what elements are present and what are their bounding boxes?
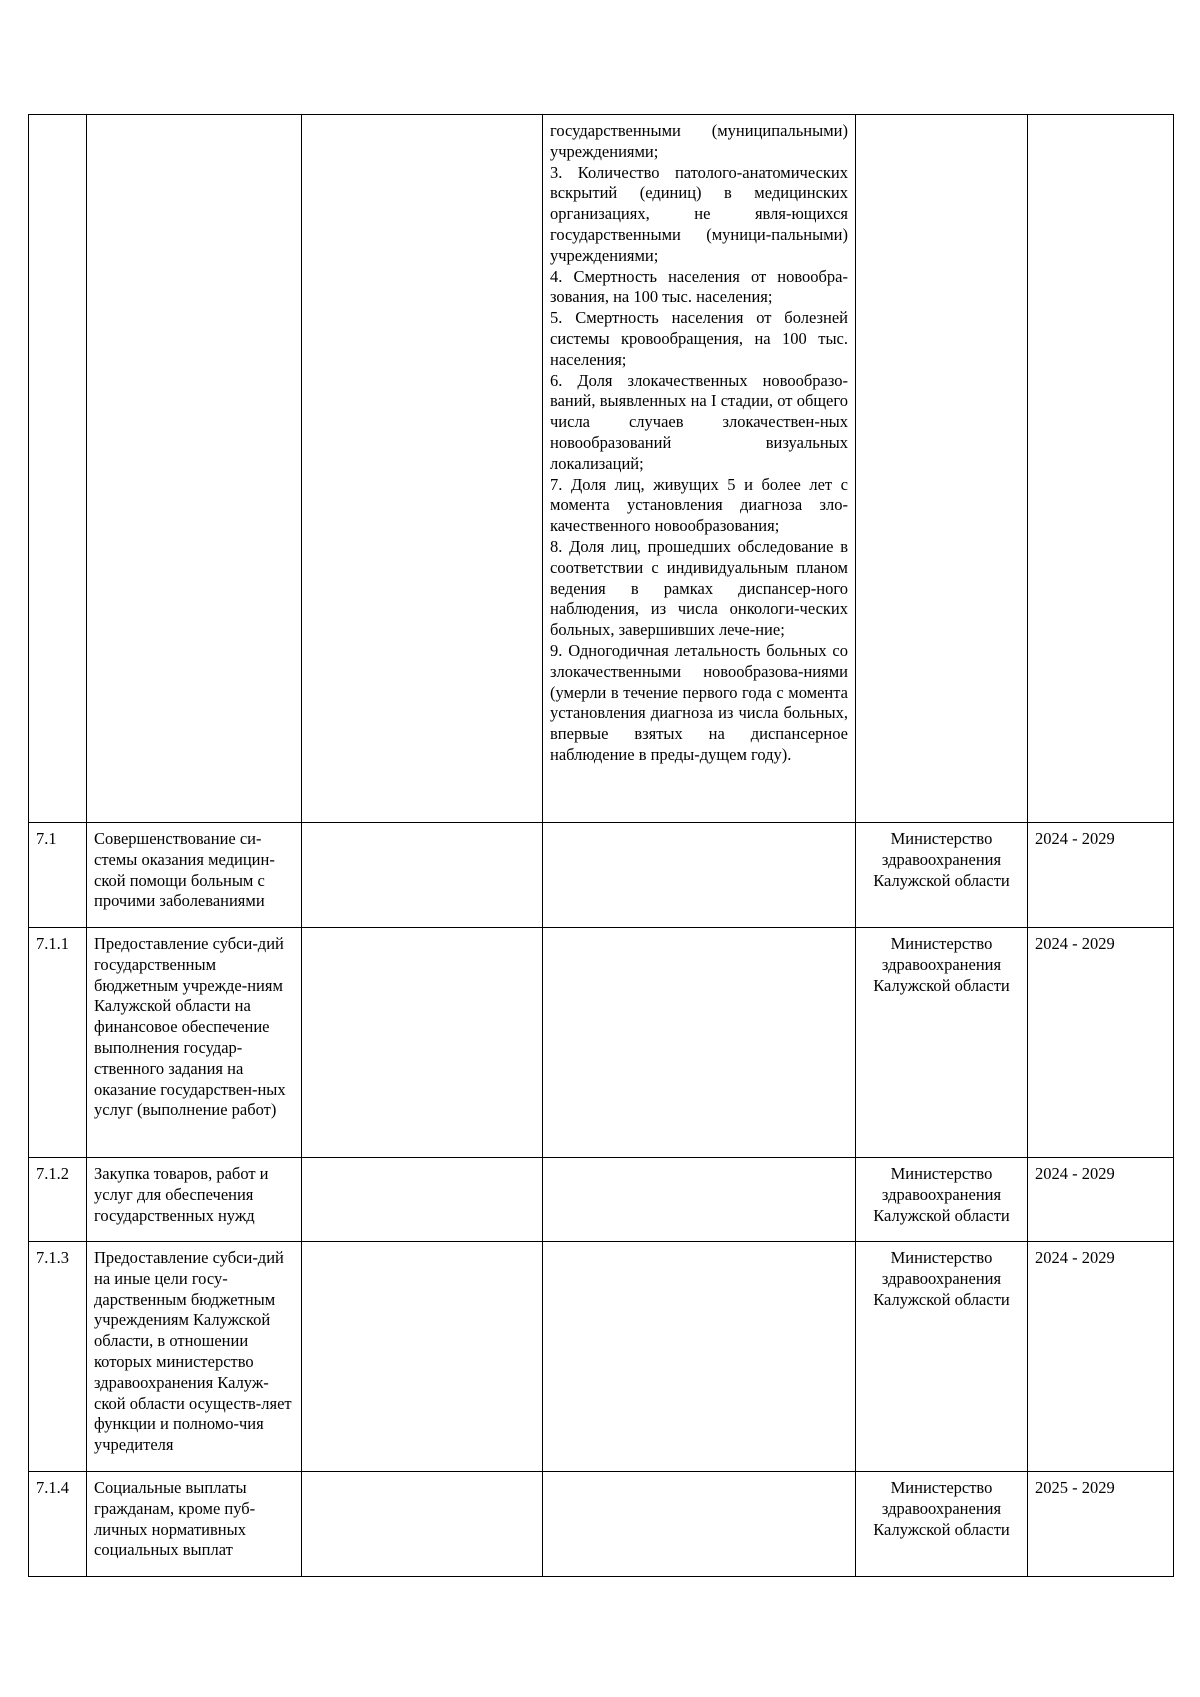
cell-number: 7.1.3 — [29, 1242, 87, 1472]
cell-indicators — [543, 1472, 856, 1577]
cell-column-3 — [302, 928, 543, 1158]
table-row — [29, 1472, 1174, 1577]
cell-indicators — [543, 823, 856, 928]
cell-column-3 — [302, 115, 543, 823]
cell-indicators — [543, 1242, 856, 1472]
cell-indicators: государственными (муниципальными) учреждениями; 3. Количество патолого-анатомических вскрытий (единиц) в медицинских организациях, не явля-ющихся государственными (муници-пальными) учреждениями; 4. Смертность населения от новообра-зования, на 100 тыс. населения; 5. Смертность населения от болезней системы кровообращения, на 100 тыс. населения; 6. Доля злокачественных новообразо-ваний, выявленных на I стадии, от общего числа случаев злокачествен-ных новообразований визуальных локализаций; 7. Доля лиц, живущих 5 и более лет с момента установления диагноза зло-качественного новообразования; 8. Доля лиц, прошедших обследование в соответствии с индивидуальным планом ведения в рамках диспансер-ного наблюдения, из числа онкологи-ческих больных, завершивших лече-ние; 9. Одногодичная летальность больных со злокачественными новообразова-ниями (умерли в течение первого года с момента установления диагноза из числа больных, впервые взятых на диспансерное наблюдение в преды-дущем году). — [543, 115, 856, 823]
table-row — [29, 928, 1174, 1158]
cell-executor: Министерство здравоохранения Калужской области — [856, 1158, 1028, 1242]
cell-number — [29, 115, 87, 823]
table-row — [29, 823, 1174, 928]
cell-measure-name: Совершенствование си-стемы оказания медицин-ской помощи больным с прочими заболеваниями — [87, 823, 302, 928]
cell-indicators — [543, 928, 856, 1158]
cell-number: 7.1.4 — [29, 1472, 87, 1577]
cell-period: 2024 - 2029 — [1028, 1158, 1174, 1242]
cell-number: 7.1.1 — [29, 928, 87, 1158]
cell-indicators — [543, 1158, 856, 1242]
cell-measure-name: Предоставление субси-дий государственным бюджетным учрежде-ниям Калужской области на финансовое обеспечение выполнения государ-ственного задания на оказание государствен-ных услуг (выполнение работ) — [87, 928, 302, 1158]
program-measures-table — [28, 114, 1174, 1577]
cell-executor: Министерство здравоохранения Калужской области — [856, 823, 1028, 928]
cell-column-3 — [302, 823, 543, 928]
cell-executor: Министерство здравоохранения Калужской области — [856, 1242, 1028, 1472]
cell-column-3 — [302, 1158, 543, 1242]
cell-period: 2024 - 2029 — [1028, 928, 1174, 1158]
cell-executor: Министерство здравоохранения Калужской области — [856, 928, 1028, 1158]
cell-measure-name — [87, 115, 302, 823]
cell-measure-name: Социальные выплаты гражданам, кроме пуб-личных нормативных социальных выплат — [87, 1472, 302, 1577]
cell-measure-name: Предоставление субси-дий на иные цели госу-дарственным бюджетным учреждениям Калужской области, в отношении которых министерство здравоохранения Калуж-ской области осуществ-ляет функции и полномо-чия учредителя — [87, 1242, 302, 1472]
cell-number: 7.1.2 — [29, 1158, 87, 1242]
cell-number: 7.1 — [29, 823, 87, 928]
cell-column-3 — [302, 1242, 543, 1472]
table-row — [29, 115, 1174, 823]
cell-executor: Министерство здравоохранения Калужской области — [856, 1472, 1028, 1577]
cell-column-3 — [302, 1472, 543, 1577]
cell-executor — [856, 115, 1028, 823]
cell-period: 2025 - 2029 — [1028, 1472, 1174, 1577]
cell-period: 2024 - 2029 — [1028, 1242, 1174, 1472]
cell-period: 2024 - 2029 — [1028, 823, 1174, 928]
cell-period — [1028, 115, 1174, 823]
table-row — [29, 1158, 1174, 1242]
table-row — [29, 1242, 1174, 1472]
cell-measure-name: Закупка товаров, работ и услуг для обеспечения государственных нужд — [87, 1158, 302, 1242]
